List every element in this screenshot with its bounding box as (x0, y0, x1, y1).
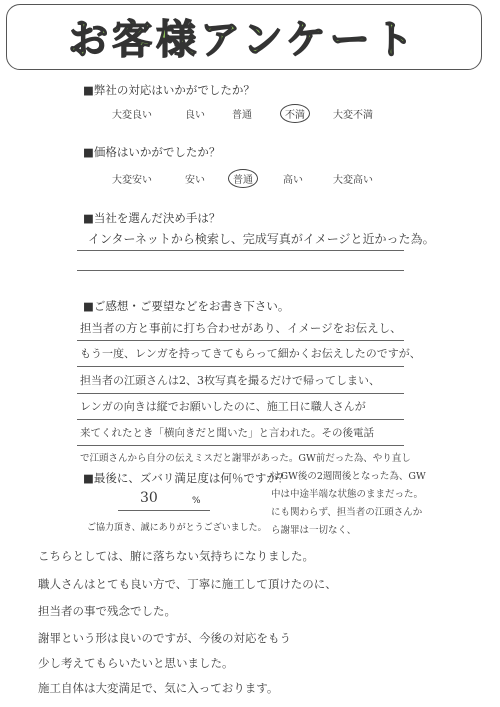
side-note-line: 中は中途半端な状態のままだった。 (271, 489, 424, 500)
question-satisfaction: ■最後に、ズバリ満足度は何％ですか？ (83, 471, 290, 485)
thanks-text: ご協力頂き、誠にありがとうございました。 (87, 523, 267, 533)
side-note-line: ら謝罪は一切なく、 (271, 525, 357, 536)
option-very-good: 大変良い (112, 110, 152, 121)
answer-line (77, 366, 404, 367)
comment-line: で江頭さんから自分の伝えミスだと謝罪があった。GW前だった為、やり直し (80, 453, 411, 464)
option-expensive: 高い (283, 175, 303, 186)
bottom-line: 職人さんはとても良い方で、丁寧に施工して頂けたのに、 (38, 577, 337, 591)
comment-line: 担当者の江頭さんは2、3枚写真を撮るだけで帰ってしまい、 (80, 374, 380, 387)
page-title: お客様アンケート (68, 17, 418, 63)
option-good: 良い (185, 110, 205, 121)
satisfaction-value: 30 (140, 490, 158, 506)
bottom-line: 少し考えてもらいたいと思いました。 (38, 656, 234, 670)
answer-line (77, 419, 404, 420)
side-note-line: にも関わらず、担当者の江頭さんか (271, 507, 423, 518)
answer-line (77, 393, 404, 394)
percent-unit: % (192, 496, 201, 506)
comment-line: 担当者の方と事前に打ち合わせがあり、イメージをお伝えし、 (80, 321, 402, 335)
option-cheap: 安い (185, 175, 205, 186)
option-dissatisfied-selected: 不満 (280, 104, 310, 123)
option-normal: 普通 (232, 110, 252, 121)
option-very-cheap: 大変安い (112, 175, 152, 186)
comment-line: レンガの向きは縦でお願いしたのに、施工日に職人さんが (80, 400, 366, 413)
answer-line (77, 340, 404, 341)
answer-reason: インターネットから検索し、完成写真がイメージと近かった為。 (88, 232, 435, 246)
option-normal-selected: 普通 (228, 169, 258, 188)
bottom-line: 担当者の事で残念でした。 (38, 604, 176, 618)
bottom-line: こちらとしては、腑に落ちない気持ちになりました。 (38, 549, 314, 563)
question-service: ■弊社の対応はいかがでしたか？ (83, 83, 255, 97)
answer-line (77, 445, 404, 446)
option-very-dissatisfied: 大変不満 (333, 110, 373, 121)
bottom-line: 施工自体は大変満足で、気に入っております。 (38, 681, 279, 695)
bottom-line: 謝罪という形は良いのですが、今後の対応をもう (38, 631, 291, 645)
option-very-expensive: 大変高い (333, 175, 373, 186)
question-comments: ■ご感想・ご要望などをお書き下さい。 (83, 299, 290, 313)
question-price: ■価格はいかがでしたか？ (83, 145, 221, 159)
satisfaction-line (118, 510, 210, 511)
comment-line: 来てくれたとき「横向きだと聞いた」と言われた。その後電話 (80, 427, 374, 439)
question-reason: ■当社を選んだ決め手は？ (83, 211, 221, 225)
side-note-line: はGW後の2週間後となった為、GW (271, 471, 426, 482)
answer-line (77, 250, 404, 251)
comment-line: もう一度、レンガを持ってきてもらって細かくお伝えしたのですが、 (80, 347, 421, 360)
answer-line (77, 270, 404, 271)
